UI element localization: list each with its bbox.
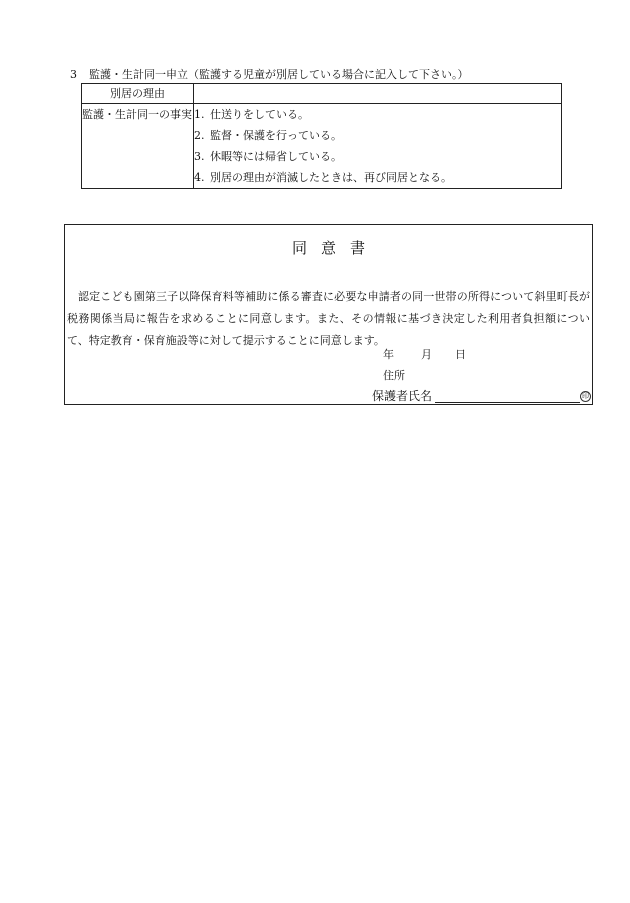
fact-label: 監護・生計同一の事実 bbox=[82, 108, 192, 121]
fact-item-number: 4. bbox=[194, 171, 205, 184]
address-label: 住所 bbox=[383, 369, 405, 382]
fact-item-text: 休暇等には帰省している。 bbox=[210, 150, 342, 163]
seal-mark: 印 bbox=[582, 392, 589, 400]
signature-underline bbox=[435, 402, 580, 403]
date-day-label: 日 bbox=[455, 348, 466, 361]
fact-item[interactable] bbox=[194, 104, 561, 125]
separation-reason-field[interactable] bbox=[194, 84, 562, 104]
section-number: 3 bbox=[70, 68, 77, 81]
fact-item-number: 3. bbox=[194, 150, 205, 163]
guardian-name-line[interactable] bbox=[372, 387, 432, 404]
fact-item-number: 2. bbox=[194, 129, 205, 142]
consent-body: 認定こども園第三子以降保育料等補助に係る審査に必要な申請者の同一世帯の所得について斜里町長が税務関係当局に報告を求めることに同意します。また、その情報に基づき決定した利用者負担額について、特定教育・保育施設等に対して提示することに同意します。 bbox=[67, 290, 590, 347]
fact-item-text: 仕送りをしている。 bbox=[210, 108, 309, 121]
date-line[interactable] bbox=[383, 346, 466, 362]
fact-item[interactable] bbox=[194, 167, 561, 188]
guardian-name-label: 保護者氏名 bbox=[372, 389, 433, 403]
section-3-heading bbox=[70, 66, 469, 82]
fact-item[interactable] bbox=[194, 146, 561, 167]
fact-label-cell bbox=[82, 104, 194, 189]
consent-box bbox=[64, 224, 593, 405]
consent-title: 同意書 bbox=[291, 239, 379, 257]
separation-reason-label-cell bbox=[82, 84, 194, 104]
section-title: 監護・生計同一申立（監護する児童が別居している場合に記入して下さい。） bbox=[89, 68, 469, 81]
date-month-label: 月 bbox=[421, 348, 432, 361]
fact-item-number: 1. bbox=[194, 108, 205, 121]
separation-reason-label: 別居の理由 bbox=[110, 87, 165, 100]
fact-item-text: 別居の理由が消滅したときは、再び同居となる。 bbox=[210, 171, 452, 184]
fact-item-text: 監督・保護を行っている。 bbox=[210, 129, 342, 142]
date-year-label: 年 bbox=[383, 348, 394, 361]
separation-table bbox=[81, 83, 562, 189]
address-line[interactable] bbox=[383, 367, 405, 383]
fact-items-cell bbox=[194, 104, 562, 189]
fact-item[interactable] bbox=[194, 125, 561, 146]
